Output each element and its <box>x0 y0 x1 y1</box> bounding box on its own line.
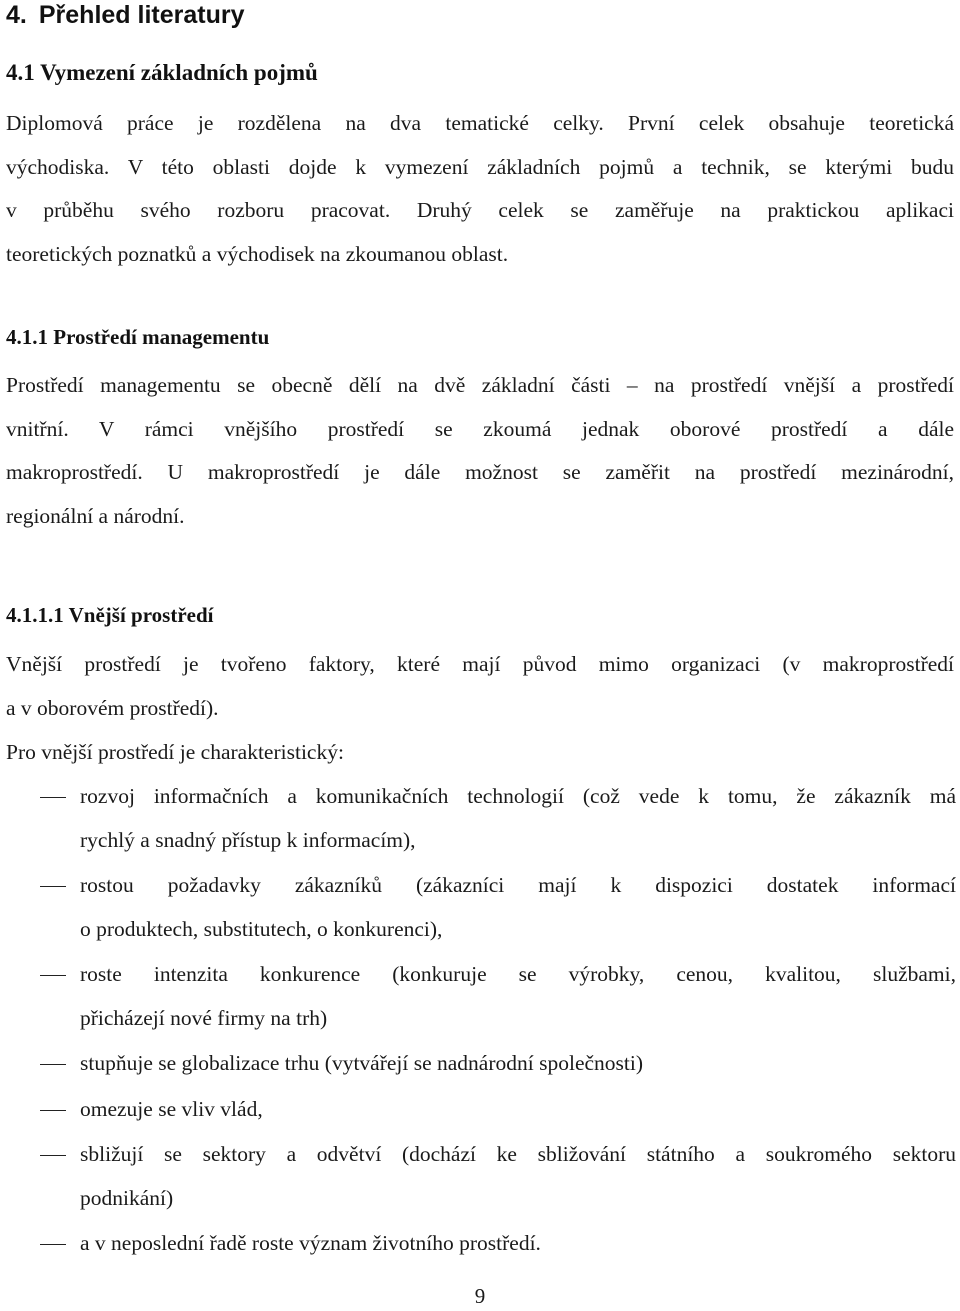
characteristics-list <box>0 775 960 1268</box>
chapter-title: Přehled literatury <box>38 1 245 29</box>
subsection-heading: 4.1.1 Prostředí managementu <box>6 325 270 349</box>
paragraph-line: Diplomová práce je rozdělena na dva tematické celky. První celek obsahuje teoretická <box>6 111 954 135</box>
list-item <box>0 775 956 862</box>
chapter-heading <box>6 0 245 32</box>
dash-bullet-icon <box>40 1064 66 1065</box>
list-item <box>0 1133 956 1220</box>
list-item-line: stupňuje se globalizace trhu (vytvářejí se nadnárodní společnosti) <box>80 1051 644 1075</box>
paragraph-line: makroprostředí. U makroprostředí je dále možnost se zaměřit na prostředí mezinárodní, <box>6 460 954 484</box>
list-item-line: přicházejí nové firmy na trh) <box>80 1005 328 1030</box>
list-item-line: rychlý a snadný přístup k informacím), <box>80 827 416 852</box>
page-number: 9 <box>474 1284 486 1308</box>
subsubsection-heading: 4.1.1.1 Vnější prostředí <box>6 603 214 627</box>
list-item <box>0 1042 956 1086</box>
list-item-line: sbližují se sektory a odvětví (dochází ke sbližování státního a soukromého sektoru <box>80 1142 956 1166</box>
section-heading: 4.1 Vymezení základních pojmů <box>6 60 318 85</box>
list-item-line: a v neposlední řadě roste význam životního prostředí. <box>80 1231 541 1255</box>
paragraph-management-environment <box>6 364 954 538</box>
list-item-line: podnikání) <box>80 1185 174 1210</box>
paragraph-line: Pro vnější prostředí je charakteristický: <box>6 740 344 764</box>
chapter-number: 4. <box>6 1 27 29</box>
list-item <box>0 864 956 951</box>
paragraph-line: teoretických poznatků a východisek na zkoumanou oblast. <box>6 241 509 266</box>
paragraph-line: Vnější prostředí je tvořeno faktory, které mají původ mimo organizaci (v makroprostředí <box>6 652 954 676</box>
dash-bullet-icon <box>40 1155 66 1156</box>
paragraph-line: Prostředí managementu se obecně dělí na dvě základní části – na prostředí vnější a prostředí <box>6 373 954 397</box>
list-item-line: rostou požadavky zákazníků (zákazníci mají k dispozici dostatek informací <box>80 873 956 897</box>
list-item-line: roste intenzita konkurence (konkuruje se výrobky, cenou, kvalitou, službami, <box>80 962 956 986</box>
list-item-line: rozvoj informačních a komunikačních technologií (což vede k tomu, že zákazník má <box>80 784 956 808</box>
paragraph-list-intro <box>6 731 954 775</box>
list-item-line: omezuje se vliv vlád, <box>80 1096 263 1121</box>
list-item <box>0 953 956 1040</box>
list-item <box>0 1222 956 1266</box>
paragraph-line: východiska. V této oblasti dojde k vymezení základních pojmů a technik, se kterými budu <box>6 154 954 179</box>
paragraph-line: v průběhu svého rozboru pracovat. Druhý celek se zaměřuje na praktickou aplikaci <box>6 198 954 222</box>
paragraph-line: vnitřní. V rámci vnějšího prostředí se zkoumá jednak oborové prostředí a dále <box>6 416 954 441</box>
dash-bullet-icon <box>40 975 66 976</box>
paragraph-intro <box>6 102 954 276</box>
list-item-line: o produktech, substitutech, o konkurenci), <box>80 916 443 941</box>
dash-bullet-icon <box>40 1244 66 1245</box>
dash-bullet-icon <box>40 797 66 798</box>
paragraph-external-environment <box>6 643 954 730</box>
paragraph-line: regionální a národní. <box>6 503 185 528</box>
dash-bullet-icon <box>40 1110 66 1111</box>
list-item <box>0 1088 956 1132</box>
dash-bullet-icon <box>40 886 66 887</box>
paragraph-line: a v oborovém prostředí). <box>6 695 219 720</box>
